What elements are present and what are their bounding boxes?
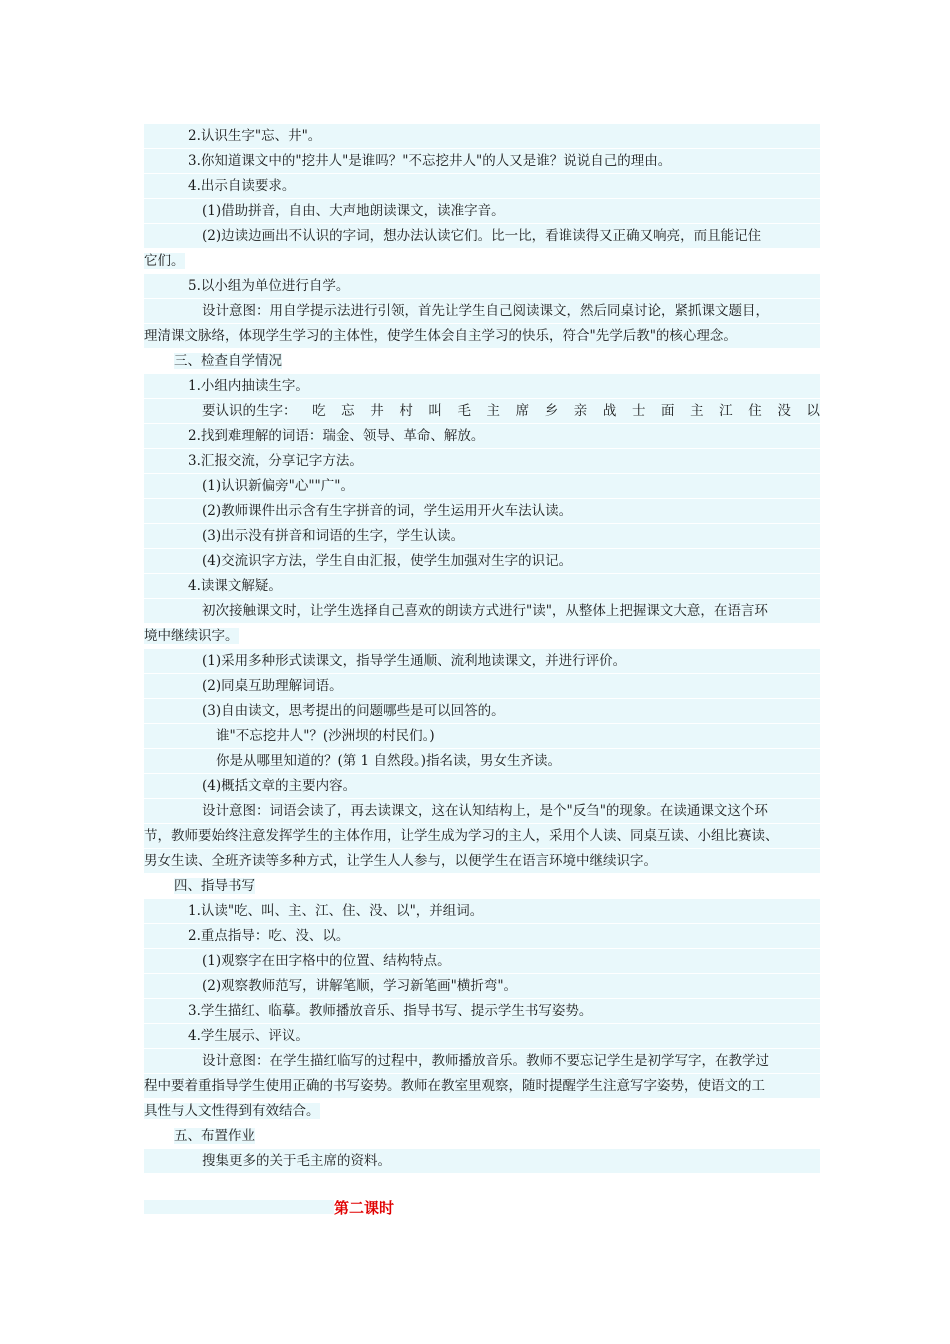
character: 没: [777, 403, 791, 419]
paragraph: 具性与人文性得到有效结合。: [144, 1103, 320, 1119]
character: 吃: [312, 403, 326, 419]
paragraph: 设计意图：词语会读了，再去读课文，这在认知结构上，是个"反刍"的现象。在读通课文这个环: [144, 799, 820, 823]
paragraph: 3.学生描红、临摹。教师播放音乐、指导书写、提示学生书写姿势。: [144, 999, 820, 1023]
section-heading: 三、检查自学情况: [174, 353, 282, 369]
paragraph: 2.认识生字"忘、井"。: [144, 124, 820, 148]
paragraph: (2)教师课件出示含有生字拼音的词，学生运用开火车法认读。: [144, 499, 820, 523]
lesson-title: 第二课时: [334, 1199, 395, 1217]
character: 席: [515, 403, 530, 419]
character: 士: [631, 403, 646, 419]
paragraph: 4.出示自读要求。: [144, 174, 820, 198]
character: 以: [806, 403, 820, 419]
paragraph: 男女生读、全班齐读等多种方式，让学生人人参与，以便学生在语言环境中继续识字。: [144, 849, 820, 873]
character: 乡: [544, 403, 559, 419]
paragraph: 1.小组内抽读生字。: [144, 374, 820, 398]
paragraph: (2)同桌互助理解词语。: [144, 674, 820, 698]
title-highlight: [144, 1200, 334, 1214]
character: 主: [486, 403, 501, 419]
character: 毛: [457, 403, 471, 419]
paragraph: 4.学生展示、评议。: [144, 1024, 820, 1048]
character: 村: [399, 403, 413, 419]
character: 面: [661, 403, 675, 419]
paragraph: 2.重点指导：吃、没、以。: [144, 924, 820, 948]
paragraph: (3)自由读文，思考提出的问题哪些是可以回答的。: [144, 699, 820, 723]
paragraph: 5.以小组为单位进行自学。: [144, 274, 820, 298]
paragraph: (1)认识新偏旁"心""广"。: [144, 474, 820, 498]
character-list: [144, 399, 820, 423]
paragraph: 理清课文脉络，体现学生学习的主体性，使学生体会自主学习的快乐，符合"先学后教"的核心理念。: [144, 324, 820, 348]
paragraph: (2)观察教师范写，讲解笔顺，学习新笔画"横折弯"。: [144, 974, 820, 998]
paragraph: 3.汇报交流，分享记字方法。: [144, 449, 820, 473]
section-heading: 五、布置作业: [174, 1128, 255, 1144]
character: 住: [748, 403, 762, 419]
paragraph: 4.读课文解疑。: [144, 574, 820, 598]
paragraph: 谁"不忘挖井人"？(沙洲坝的村民们。): [144, 724, 820, 748]
paragraph: (4)交流识字方法，学生自由汇报，使学生加强对生字的识记。: [144, 549, 820, 573]
paragraph: 1.认读"吃、叫、主、江、住、没、以"，并组词。: [144, 899, 820, 923]
character-list-label: 要认识的生字：: [202, 403, 297, 419]
character: 主: [690, 403, 704, 419]
paragraph: 初次接触课文时，让学生选择自己喜欢的朗读方式进行"读"，从整体上把握课文大意，在语言环: [144, 599, 820, 623]
paragraph: 你是从哪里知道的？(第 1 自然段。)指名读，男女生齐读。: [144, 749, 820, 773]
section-heading: 四、指导书写: [174, 878, 255, 894]
paragraph: (1)观察字在田字格中的位置、结构特点。: [144, 949, 820, 973]
paragraph: (1)采用多种形式读课文，指导学生通顺、流利地读课文，并进行评价。: [144, 649, 820, 673]
character: 战: [602, 403, 617, 419]
paragraph: 设计意图：在学生描红临写的过程中，教师播放音乐。教师不要忘记学生是初学写字，在教学过: [144, 1049, 820, 1073]
character: 叫: [428, 403, 442, 419]
character: 忘: [341, 403, 355, 419]
paragraph: 境中继续识字。: [144, 628, 239, 644]
paragraph: (3)出示没有拼音和词语的生字，学生认读。: [144, 524, 820, 548]
paragraph: 程中要着重指导学生使用正确的书写姿势。教师在教室里观察，随时提醒学生注意写字姿势，使语文的工: [144, 1074, 820, 1098]
character: 亲: [573, 403, 588, 419]
paragraph: 节，教师要始终注意发挥学生的主体作用，让学生成为学习的主人，采用个人读、同桌互读、小组比赛读、: [144, 824, 820, 848]
lesson-title-row: [144, 1196, 820, 1220]
paragraph: (4)概括文章的主要内容。: [144, 774, 820, 798]
paragraph: (1)借助拼音，自由、大声地朗读课文，读准字音。: [144, 199, 820, 223]
character: 江: [719, 403, 733, 419]
paragraph: 3.你知道课文中的"挖井人"是谁吗？"不忘挖井人"的人又是谁？说说自己的理由。: [144, 149, 820, 173]
character: 井: [370, 403, 384, 419]
paragraph: (2)边读边画出不认识的字词，想办法认读它们。比一比，看谁读得又正确又响亮，而且能记住: [144, 224, 820, 248]
paragraph: 2.找到难理解的词语：瑞金、领导、革命、解放。: [144, 424, 820, 448]
paragraph: 搜集更多的关于毛主席的资料。: [144, 1149, 820, 1173]
paragraph: 它们。: [144, 253, 185, 269]
paragraph: 设计意图：用自学提示法进行引领，首先让学生自己阅读课文，然后同桌讨论，紧抓课文题目，: [144, 299, 820, 323]
